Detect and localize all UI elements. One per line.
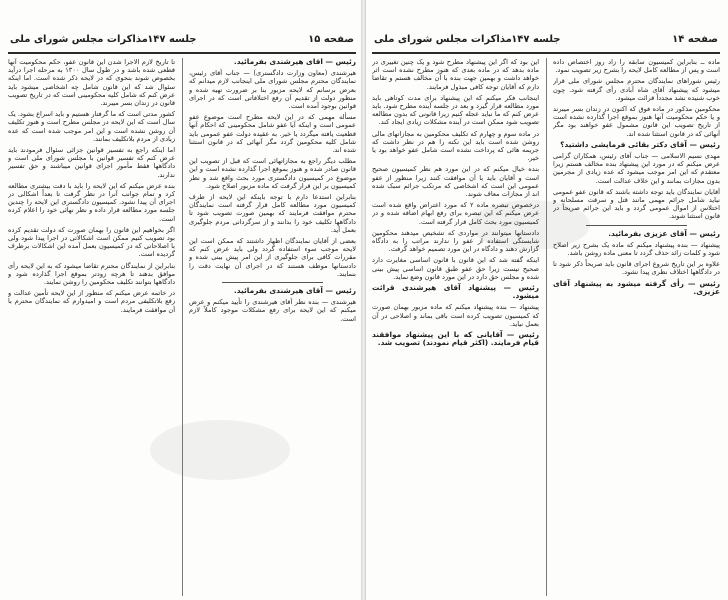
paragraph: درخصوص تبصره ماده ۲ که مورد اعتراض واقع شده است عرض میکنم که این تبصره برای رفع ابهام اضافه شده و در کمیسیون مورد بحث کامل قرار گرفته است. — [372, 201, 540, 226]
speaker-line: رئیس — پیشنهاد آقای هیرشندی قرائت میشود. — [372, 283, 540, 301]
paragraph: علاوه بر این تاریخ شروع اجرای قانون باید صریحاً ذکر شود تا در دادگاهها اختلاف نظری پیدا نشود. — [552, 260, 720, 277]
text-columns — [372, 58, 720, 596]
text-columns — [8, 58, 356, 596]
paragraph: مطلب دیگر راجع به مجازاتهائی است که قبل از تصویب این قانون صادر شده و هنوز بموقع اجرا گذارده نشده است و این موضوع در کمیسیون دادگستری مورد بحث واقع شد و نظر کمیسیون بر این قرار گرفت که ماده مزبور اصلاح شود. — [188, 157, 356, 190]
column-divider — [182, 58, 183, 596]
paragraph: تا تاریخ لازم الاجرا شدن این قانون عفو، حکم محکومیت آنها قطعی شده باشد و در طول سال ۱۳۰۰ به مرحله اجرا درآید بخصوص شوند بنحوی که در لایحه ذکر شده است. اما اینکه سئوال شد که این قانون شامل چه اشخاصی میشود باید عرض کنم که شامل کلیه محکومینی است که در تاریخ تصویب قانون در زندان بسر میبرند. — [8, 58, 176, 108]
speaker-line: رئیس — آقایانی که با این پیشنهاد موافقند قیام فرمایند. (اکثر قیام نمودند) تصویب شد. — [372, 330, 540, 348]
paragraph: در خاتمه عرض میکنم که منظور از این لایحه تأمین عدالت و رفع بلاتکلیفی مردم است و امیدوارم که نمایندگان محترم با آن موافقت فرمایند. — [8, 289, 176, 314]
paragraph: بعضی از آقایان نمایندگان اظهار داشتند که ممکن است این لایحه موجب سوء استفاده گردد ولی باید عرض کنم که مقررات کافی برای جلوگیری از این امر پیش بینی شده و دادستانها موظف هستند که در اجرای آن نهایت دقت را بنمایند. — [188, 237, 356, 278]
paragraph: مسأله مهمی که در این لایحه مطرح است موضوع عفو عمومی است و اینکه آیا عفو شامل محکومینی که احکام آنها قطعیت یافته میگردد یا خیر. به عقیده دولت عفو عمومی باید شامل کلیه محکومین گردد مگر آنهائی که در قانون استثنا شده اند. — [188, 113, 356, 155]
paragraph: این بود که اگر این پیشنهاد مطرح شود و یک چنین تغییری در ماده بدهد که در ماده بعدی که هنوز مطرح نشده است اثر خواهد داشت و بهمین جهت بنده با آن مخالف هستم و تقاضا دارم که آقایان توجه کافی مبذول فرمایند. — [372, 58, 540, 91]
page-number: صفحه ۱۴ — [672, 34, 718, 45]
paragraph: پیشنهاد — بنده پیشنهاد میکنم که ماده مزبور بهمان صورت که کمیسیون تصویب کرده است باقی بماند و اصلاحی در آن بعمل نیاید. — [372, 303, 540, 328]
publication-title: مذاکرات مجلس شورای ملی — [374, 34, 512, 45]
column-divider — [546, 58, 547, 596]
page-14 — [364, 0, 728, 600]
paragraph: پیشنهاد — بنده پیشنهاد میکنم که ماده یک بشرح زیر اصلاح شود و کلمات زائد حذف گردد تا معنی ماده روشن باشد. — [552, 240, 720, 258]
session-number: جلسه ۱۴۷ — [511, 34, 561, 45]
speaker-line: رئیس — آقای عزیزی بفرمائید. — [608, 228, 720, 238]
page-header — [372, 30, 720, 54]
paragraph: هیرشندی — بنده نظر آقای هیرشندی را تأیید میکنم و عرض میکنم که این لایحه برای رفع مشکلات موجود کاملاً لازم است. — [188, 298, 356, 323]
paragraph: بنده عرض میکنم که این لایحه را باید با دقت بیشتری مطالعه کرد و تمام جوانب آنرا در نظر گرفت تا بعداً اشکالی در اجرای آن پیدا نشود. کمیسیون دادگستری این لایحه را چندین جلسه مورد مطالعه قرار داده و نظر نهائی خود را اعلام کرده است. — [8, 181, 176, 223]
paragraph: هیرشندی (معاون وزارت دادگستری) — جناب آقای رئیس، نمایندگان محترم مجلس شورای ملی اینجانب لازم میدانم که بعرض برسانم که لایحه مزبور بنا بر ضرورت تهیه شده و منظور دولت از تقدیم آن رفع اختلافاتی است که در اجرای قوانین بوجود آمده است. — [188, 69, 356, 111]
paragraph: بنابراین استدعا دارم با توجه باینکه این لایحه از طرف کمیسیون مورد مطالعه کامل قرار گرفته است نمایندگان محترم موافقت فرمایند که بهمین صورت تصویب شود تا دادگاهها تکلیف خود را بدانند و از سرگردانی مردم جلوگیری بعمل آید. — [188, 193, 356, 234]
paragraph: کشور مدتی است که ما گرفتار هستیم و باید اسراع بشود. یک سال است که این لایحه در مجلس مطرح است و هنوز تکلیف آن روشن نشده است و این امر موجب شده است که عده زیادی از مردم بلاتکلیف بمانند. — [8, 110, 176, 143]
speaker-line: رئیس — آقای هیرشندی بفرمائید. — [233, 58, 356, 66]
column-right — [189, 58, 356, 596]
paragraph: ماده ــ بنابراین کمیسیون سابقه را زاد روز اختصاص داده است و پس از مطالعه کامل لایحه را بشرح زیر تصویب نمود. — [552, 58, 720, 75]
paragraph: دادستانها میتوانند در مواردی که تشخیص میدهند محکومین شایستگی استفاده از عفو را ندارند مراتب را به دادگاه گزارش دهند و دادگاه در این مورد تصمیم خواهد گرفت. — [372, 228, 540, 254]
paragraph: اینجانب فکر میکنم که این پیشنهاد برای مدت کوتاهی باید مورد مطالعه قرار گیرد و بعد در جلسه آینده مطرح شود. باید عرض کنم که ما نباید عجله کنیم زیرا قانونی که بدون مطالعه تصویب شود ممکن است در آینده مشکلات زیادی ایجاد کند. — [372, 93, 540, 127]
paragraph: اما اینکه راجع به تفسیر قوانین جزائی سئوال فرمودند باید عرض کنم که تفسیر قوانین با مجلس شورای ملی است و دادگاهها فقط مأمور اجرای قوانین میباشند و حق تفسیر ندارند. — [8, 146, 176, 179]
speaker-line: رئیس — رأی گرفته میشود به پیشنهاد آقای عزیزی. — [552, 278, 720, 296]
paragraph: محکومین مذکور در ماده فوق که اکنون در زندان بسر میبرند و یا حکم محکومیت آنها هنوز بموقع اجرا گذارده نشده است از تاریخ تصویب این قانون مشمول عفو خواهند بود مگر آنهائی که در قانون استثنا شده اند. — [552, 105, 720, 138]
paragraph: بنابراین از نمایندگان محترم تقاضا میشود که به این لایحه رأی موافق بدهند تا هرچه زودتر بموقع اجرا گذارده شود و دادگاهها بتوانند تکلیف محکومین را روشن نمایند. — [8, 261, 176, 287]
paragraph: آقایان نمایندگان باید توجه داشته باشند که قانون عفو عمومی نباید شامل جرائم مهمی مانند قتل و سرقت مسلحانه و اختلاس از اموال عمومی گردد و باید این جرائم صریحاً در قانون استثنا شوند. — [552, 187, 720, 221]
paragraph: رئیس شوراهای نمایندگان محترم مجلس شورای ملی قرار میشود که پیشنهاد آقای شاه آبادی رأی گرفته شود. چون خوب شنیده نشد مجدداً قرائت میشود. — [552, 77, 720, 102]
column-left — [8, 58, 175, 596]
column-right — [553, 58, 720, 596]
page-number: صفحه ۱۵ — [308, 34, 354, 45]
paragraph: اگر بخواهیم این قانون را بهمان صورت که دولت تقدیم کرده بود تصویب کنیم ممکن است اشکالاتی در اجرا پیدا شود ولی با اصلاحاتی که در کمیسیون بعمل آمده این اشکالات برطرف گردیده است. — [8, 225, 176, 259]
paragraph: بنده خیال میکنم که در این مورد هم نظر کمیسیون صحیح است و آقایان باید با آن موافقت کنند زیرا منظور از عفو عمومی این است که اشخاصی که مرتکب جرائم سبک شده اند از مجازات معاف شوند. — [372, 165, 540, 199]
paragraph: در ماده سوم و چهارم که تکلیف محکومین به مجازاتهای مالی روشن شده است باید این نکته را هم در نظر داشت که جریمه هائی که پرداخت نشده است شامل عفو خواهد بود یا خیر. — [372, 129, 540, 163]
session-number: جلسه ۱۴۷ — [147, 34, 197, 45]
section-divider — [586, 225, 686, 226]
speaker-line: رئیس — آقای دکتر بقائی فرمایشی داشتید؟ — [560, 139, 720, 149]
page-header — [8, 30, 356, 54]
section-divider — [222, 282, 322, 283]
column-left — [372, 58, 539, 596]
publication-title: مذاکرات مجلس شورای ملی — [10, 34, 148, 45]
paragraph: مهدی نسیم الاسلامی — جناب آقای رئیس، همکاران گرامی عرض میکنم که در مورد این پیشنهاد بنده مخالف هستم زیرا معتقدم که این امر موجب میشود که عده زیادی از مجرمین بدون مجازات بمانند و این خلاف عدالت است. — [552, 152, 720, 185]
speaker-line: رئیس — آقای هیرشندی بفرمائید. — [233, 286, 356, 296]
paragraph: اینکه گفته شد که این قانون با قانون اساسی مغایرت دارد صحیح نیست زیرا حق عفو طبق قانون اساسی پیش بینی شده و مجلس حق دارد در این مورد قانون وضع نماید. — [372, 256, 540, 281]
